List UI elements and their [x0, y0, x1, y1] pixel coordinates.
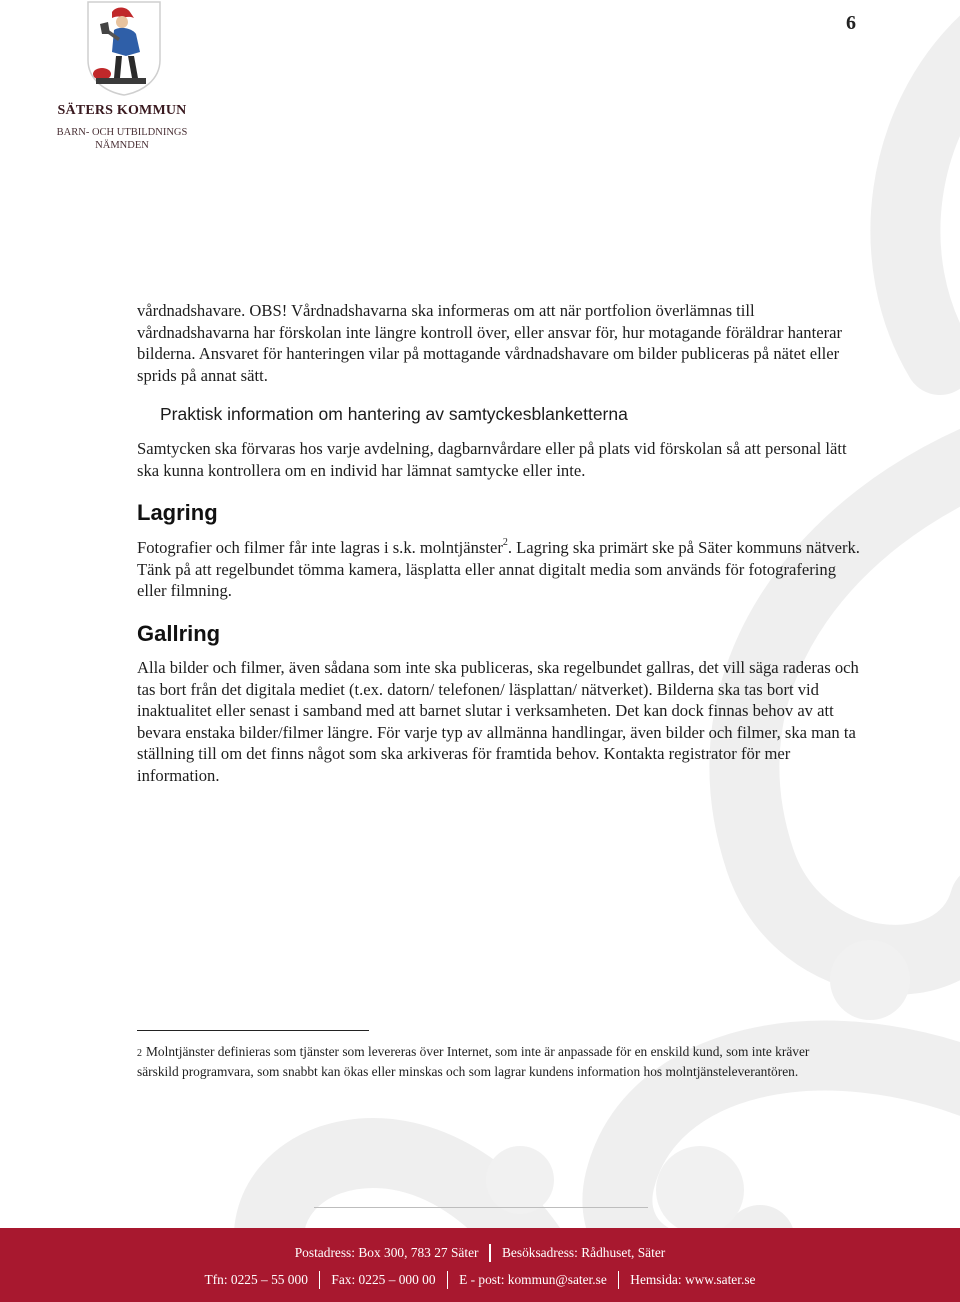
gallring-paragraph: Alla bilder och filmer, även sådana som inte ska publiceras, ska regelbundet gallras, det vill säga raderas och tas bort från det digitala mediet (t.ex. datorn/ telefonen/ läsplattan/ nätverket). Bilderna ska tas bort vid inaktualitet eller senast i samband med att barnet slutar i verksamheten. Det kan dock finnas behov av att bevara enstaka bilder/filmer längre. För varje typ av allmänna handlingar, även bilder och filmer, ska man ta ställning till om det finns något som ska arkiveras för framtida behov. Kontakta registrator för mer information.: [137, 658, 859, 785]
footer-visit-address: Besöksadress: Rådhuset, Säter: [501, 1245, 666, 1260]
footer-fax: Fax: 0225 – 000 00: [331, 1272, 436, 1287]
lagring-heading: Lagring: [137, 500, 218, 525]
footer-phone: Tfn: 0225 – 55 000: [204, 1272, 308, 1287]
footer-divider: [314, 1207, 648, 1208]
gallring-heading: Gallring: [137, 621, 221, 646]
footer-separator: [319, 1271, 321, 1289]
footnote-reference[interactable]: 2: [502, 537, 508, 549]
footer-contact-line: [0, 1271, 960, 1289]
org-department-line-2: NÄMNDEN: [95, 140, 149, 151]
footer-separator: [489, 1244, 491, 1262]
footnote-divider: [137, 1030, 369, 1031]
footer-separator: [618, 1271, 620, 1289]
org-department: [40, 126, 204, 152]
footnote: [137, 1043, 853, 1081]
footer-address-line: [0, 1244, 960, 1262]
footer-postal-address: Postadress: Box 300, 783 27 Säter: [294, 1245, 479, 1260]
org-department-line-1: BARN- OCH UTBILDNINGS: [56, 127, 188, 138]
lagring-text-part-2: . Lagring ska primärt ske på Säter kommuns nätverk. Tänk på att regelbundet tömma kamera, läsplatta eller annat digitalt media som används för fotografering eller filmning.: [137, 538, 860, 600]
section-subheading: Praktisk information om hantering av samtyckesblanketterna: [160, 404, 628, 424]
lagring-paragraph: [137, 537, 861, 602]
footnote-number: 2: [137, 1048, 142, 1059]
org-name: SÄTERS KOMMUN: [57, 103, 187, 118]
footer-email[interactable]: E - post: kommun@sater.se: [459, 1272, 607, 1287]
lagring-text-part-1: Fotografier och filmer får inte lagras i s.k. molntjänster: [137, 538, 503, 557]
municipal-crest-miner-icon: [86, 0, 162, 96]
page-number: 6: [846, 12, 856, 34]
footnote-text: Molntjänster definieras som tjänster som levereras över Internet, som inte är anpassade för en enskild kund, som inte kräver särskild programvara, som snabbt kan ökas eller minskas och som lagrar kundens information hos molntjänsteleverantören.: [137, 1044, 810, 1079]
intro-paragraph: vårdnadshavare. OBS! Vårdnadshavarna ska informeras om att när portfolion överlämnas till vårdnadshavarna har förskolan inte längre kontroll över, eller ansvar för, hur motagande föräldrar hanterar bilderna. Ansvaret för hanteringen vilar på mottagande vårdnadshavare om bilder publiceras på nätet eller sprids på annat sätt.: [137, 301, 842, 385]
municipal-crest-logo: [86, 0, 162, 96]
consent-paragraph: Samtycken ska förvaras hos varje avdelning, dagbarnvårdare eller på plats vid förskolan så att personal lätt ska kunna kontrollera om en individ har lämnat samtycke eller inte.: [137, 439, 847, 480]
footer-bar: [0, 1228, 960, 1302]
footer-website[interactable]: Hemsida: www.sater.se: [630, 1272, 756, 1287]
footer-separator: [447, 1271, 449, 1289]
